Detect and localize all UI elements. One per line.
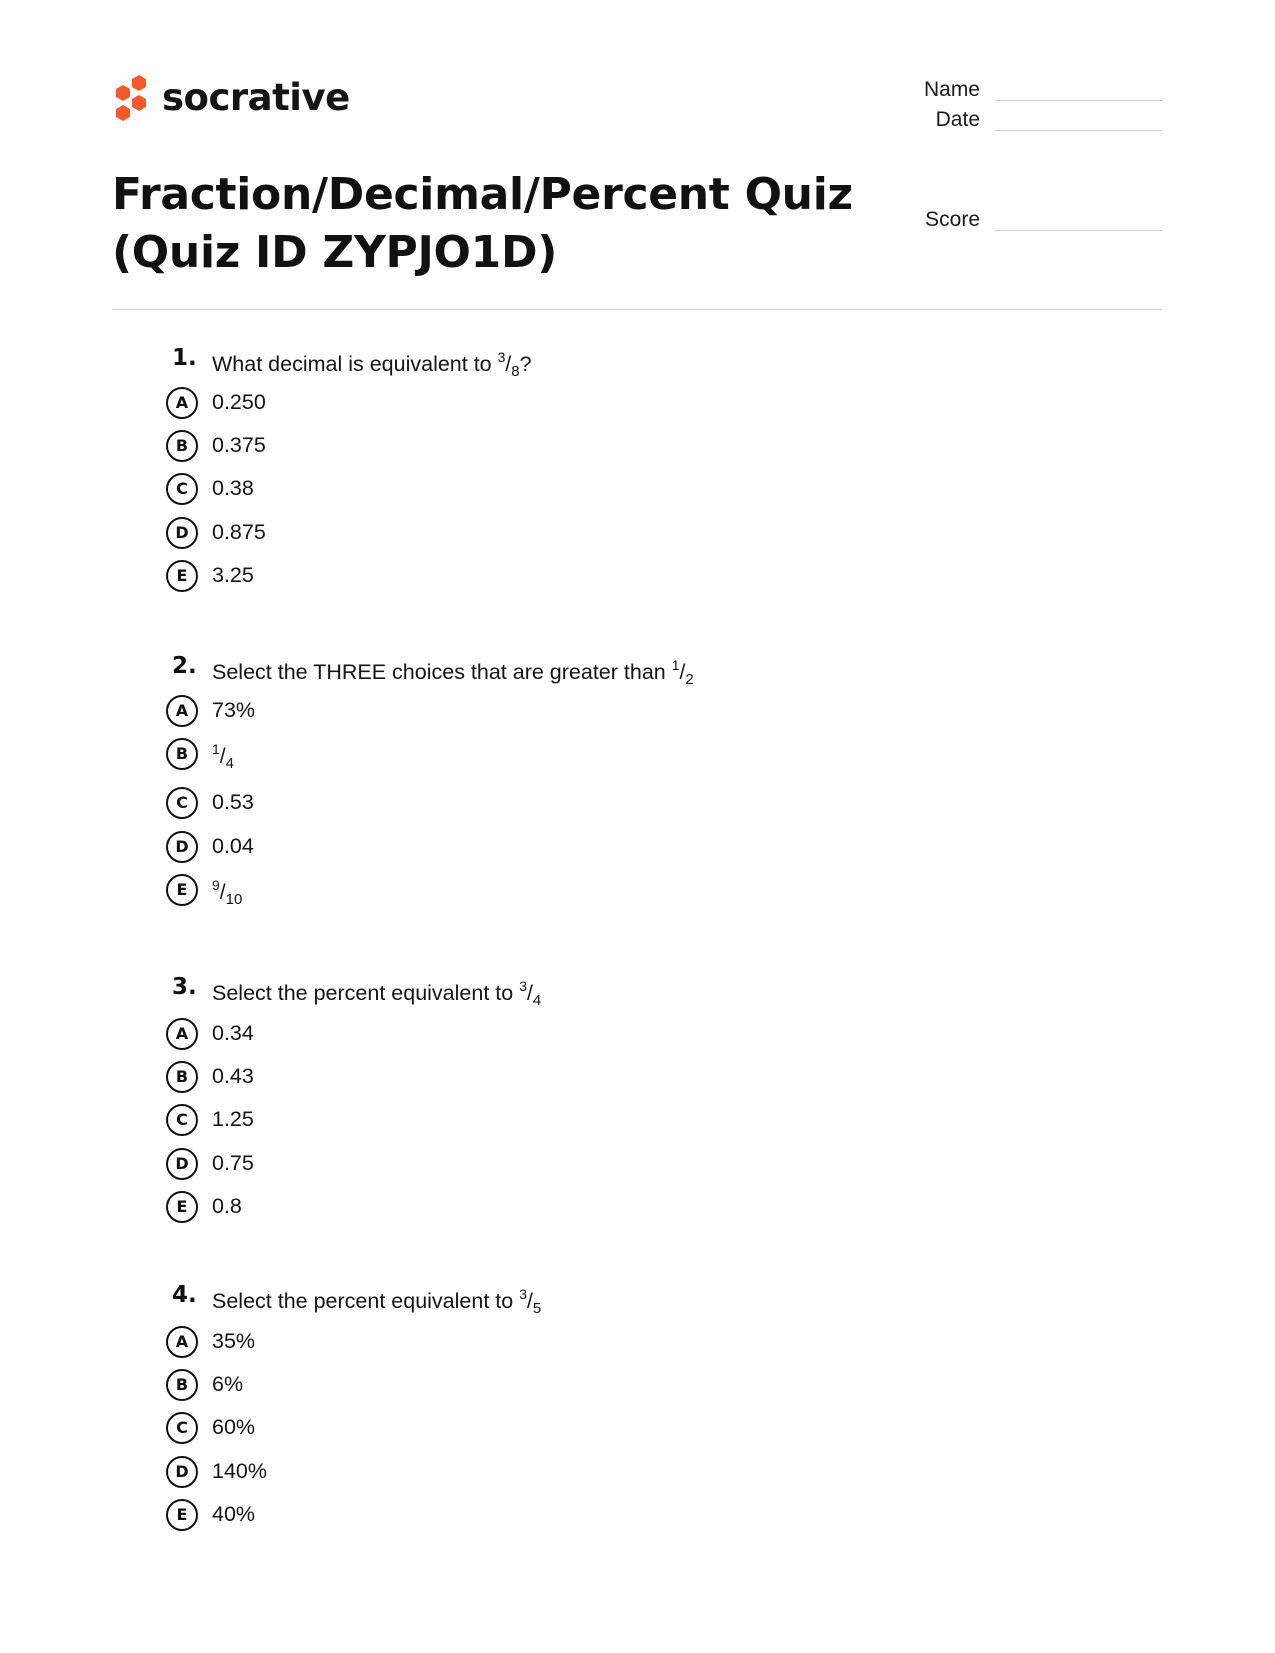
fraction-numerator: 9 bbox=[212, 876, 220, 893]
choice-text: 35% bbox=[212, 1329, 256, 1353]
question-header bbox=[160, 1282, 1060, 1322]
choice-text: 0.250 bbox=[212, 390, 266, 414]
question-text bbox=[212, 978, 541, 1009]
answer-bubble-icon[interactable]: D bbox=[166, 517, 198, 549]
fraction: $^3/_5$ bbox=[519, 1286, 542, 1317]
quiz-title-line-1: Fraction/Decimal/Percent Quiz bbox=[112, 169, 853, 220]
choice-e[interactable] bbox=[160, 1497, 1060, 1540]
choice-text: 6% bbox=[212, 1372, 244, 1397]
choice-text: 0.04 bbox=[212, 833, 254, 858]
choice-d[interactable] bbox=[160, 1146, 1060, 1189]
fraction: $^1/_4$ bbox=[212, 741, 234, 773]
socrative-logo bbox=[112, 74, 350, 122]
choice-text: 1.25 bbox=[212, 1107, 254, 1132]
choice-text: 0.34 bbox=[212, 1021, 254, 1045]
answer-bubble-icon[interactable]: A bbox=[166, 387, 198, 419]
choice-text: 0.875 bbox=[212, 519, 266, 544]
answer-bubble-icon[interactable]: C bbox=[166, 473, 198, 505]
question-text bbox=[212, 349, 532, 380]
question-text bbox=[212, 1286, 541, 1317]
answer-bubble-icon[interactable]: D bbox=[166, 831, 198, 863]
question-number: 2. bbox=[172, 653, 197, 679]
fraction-denominator: 4 bbox=[532, 992, 542, 1009]
answer-bubble-icon[interactable]: D bbox=[166, 1148, 198, 1180]
fraction-denominator: 4 bbox=[225, 755, 234, 773]
question-header bbox=[160, 345, 1060, 385]
question-text-prefix: What decimal is equivalent to bbox=[212, 352, 498, 376]
answer-bubble-icon[interactable]: A bbox=[166, 1018, 198, 1050]
answer-bubble-icon[interactable]: E bbox=[166, 1191, 198, 1223]
answer-bubble-icon[interactable]: C bbox=[166, 787, 198, 819]
choice-b[interactable] bbox=[160, 1367, 1060, 1410]
name-field[interactable] bbox=[900, 78, 1162, 104]
choice-a[interactable] bbox=[160, 1324, 1060, 1367]
question-text-prefix: Select the percent equivalent to bbox=[212, 1289, 520, 1313]
fraction-numerator: 1 bbox=[671, 657, 680, 673]
answer-bubble-icon[interactable]: B bbox=[166, 738, 198, 770]
hexagon-cluster-icon bbox=[112, 74, 150, 122]
choice-e[interactable] bbox=[160, 872, 1060, 915]
choice-a[interactable] bbox=[160, 693, 1060, 736]
choice-text: 0.38 bbox=[212, 476, 254, 501]
choice-text: 40% bbox=[212, 1501, 256, 1526]
question-1 bbox=[160, 345, 1060, 601]
answer-bubble-icon[interactable]: B bbox=[166, 430, 198, 462]
answer-bubble-icon[interactable]: C bbox=[166, 1412, 198, 1444]
score-blank-line[interactable] bbox=[995, 230, 1162, 231]
answer-bubble-icon[interactable]: E bbox=[166, 560, 198, 592]
choice-text: 0.53 bbox=[212, 790, 254, 815]
fraction-numerator: 1 bbox=[212, 741, 220, 758]
answer-bubble-icon[interactable]: A bbox=[166, 695, 198, 727]
answer-bubble-icon[interactable]: E bbox=[166, 874, 198, 906]
answer-bubble-icon[interactable]: E bbox=[166, 1499, 198, 1531]
fraction-denominator: 5 bbox=[532, 1300, 542, 1317]
answer-bubble-icon[interactable]: D bbox=[166, 1456, 198, 1488]
date-label: Date bbox=[935, 108, 980, 131]
question-3 bbox=[160, 974, 1060, 1232]
answer-bubble-icon[interactable]: B bbox=[166, 1061, 198, 1093]
question-header bbox=[160, 974, 1060, 1014]
choice-d[interactable] bbox=[160, 829, 1060, 872]
choice-e[interactable] bbox=[160, 1189, 1060, 1232]
choice-d[interactable] bbox=[160, 1454, 1060, 1497]
question-number: 1. bbox=[172, 345, 197, 371]
question-text-prefix: Select the THREE choices that are greater than bbox=[212, 660, 672, 684]
fraction: $^9/_{10}$ bbox=[212, 876, 243, 908]
brand-name: socrative bbox=[162, 75, 350, 119]
fraction-denominator: 2 bbox=[685, 671, 694, 688]
choice-d[interactable] bbox=[160, 515, 1060, 558]
quiz-title-line-2: (Quiz ID ZYPJO1D) bbox=[112, 227, 557, 278]
choice-text: 73% bbox=[212, 698, 256, 722]
choice-text: 3.25 bbox=[212, 562, 254, 587]
choice-b[interactable] bbox=[160, 428, 1060, 471]
choice-text: 140% bbox=[212, 1458, 267, 1483]
choice-c[interactable] bbox=[160, 785, 1060, 828]
question-2 bbox=[160, 653, 1060, 915]
choice-text: 0.375 bbox=[212, 433, 266, 458]
fraction-denominator: 8 bbox=[511, 363, 520, 380]
fraction: $^3/_8$ bbox=[497, 349, 520, 380]
choice-b[interactable] bbox=[160, 1059, 1060, 1102]
fraction-numerator: 3 bbox=[497, 349, 506, 365]
choice-e[interactable] bbox=[160, 558, 1060, 601]
question-text-suffix: ? bbox=[519, 352, 532, 376]
answer-bubble-icon[interactable]: A bbox=[166, 1326, 198, 1358]
question-text bbox=[212, 657, 694, 688]
fraction: $^3/_4$ bbox=[519, 978, 542, 1009]
choice-text: 0.43 bbox=[212, 1064, 254, 1089]
answer-bubble-icon[interactable]: B bbox=[166, 1369, 198, 1401]
choice-b[interactable] bbox=[160, 736, 1060, 779]
question-number: 3. bbox=[172, 974, 197, 1000]
fraction-numerator: 3 bbox=[519, 1286, 527, 1302]
quiz-title bbox=[112, 166, 912, 282]
score-label: Score bbox=[925, 208, 980, 231]
choice-a[interactable] bbox=[160, 385, 1060, 428]
choice-c[interactable] bbox=[160, 1102, 1060, 1145]
choice-text: 0.8 bbox=[212, 1193, 242, 1218]
choice-text: 0.75 bbox=[212, 1150, 254, 1175]
fraction-numerator: 3 bbox=[519, 978, 527, 994]
fraction-denominator: 10 bbox=[225, 890, 243, 908]
question-number: 4. bbox=[172, 1282, 197, 1308]
header-divider bbox=[112, 309, 1162, 310]
question-4 bbox=[160, 1282, 1060, 1540]
choice-text: 60% bbox=[212, 1415, 256, 1440]
choice-text bbox=[212, 741, 234, 772]
choice-c[interactable] bbox=[160, 471, 1060, 514]
fraction: $^1/_2$ bbox=[671, 657, 694, 688]
score-field[interactable] bbox=[900, 208, 1162, 234]
choice-text bbox=[212, 877, 242, 908]
date-field[interactable] bbox=[900, 108, 1162, 134]
name-label: Name bbox=[923, 78, 980, 101]
answer-bubble-icon[interactable]: C bbox=[166, 1104, 198, 1136]
question-header bbox=[160, 653, 1060, 693]
question-text-prefix: Select the percent equivalent to bbox=[212, 981, 520, 1005]
date-blank-line[interactable] bbox=[995, 130, 1162, 131]
choice-a[interactable] bbox=[160, 1016, 1060, 1059]
choice-c[interactable] bbox=[160, 1410, 1060, 1453]
name-blank-line[interactable] bbox=[995, 100, 1162, 101]
